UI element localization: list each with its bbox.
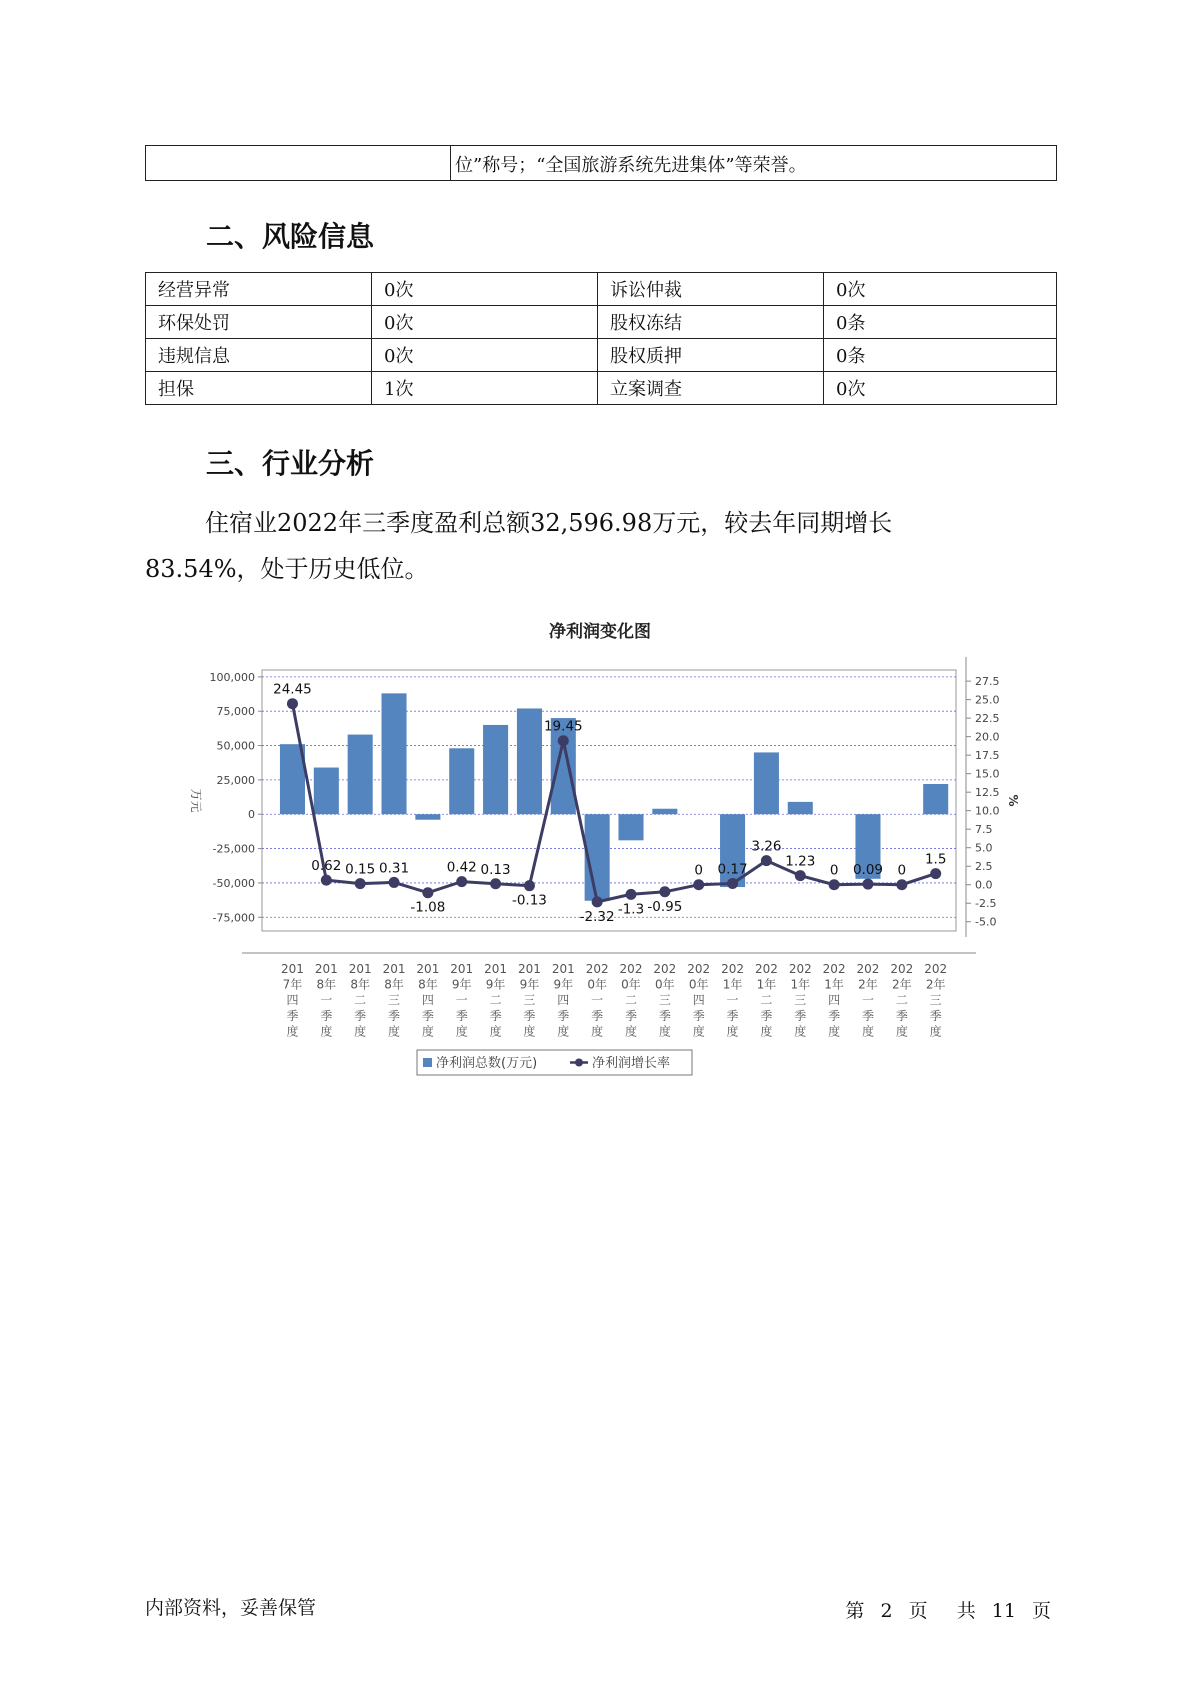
x-tick-label: 度: [929, 1024, 942, 1039]
growth-point: [829, 879, 840, 890]
y2-tick-label: 0.0: [975, 878, 993, 892]
x-tick-label: 度: [895, 1024, 908, 1039]
x-tick-label: 二: [489, 993, 502, 1008]
growth-data-label: 0.42: [446, 859, 477, 876]
x-tick-label: 1年: [756, 977, 777, 992]
page-current: 2: [880, 1600, 893, 1622]
growth-point: [930, 868, 941, 879]
growth-data-label: 0.62: [311, 858, 342, 875]
x-tick-label: 0年: [587, 977, 607, 992]
x-tick-label: 2年: [858, 977, 878, 992]
growth-point: [490, 878, 501, 889]
x-tick-label: 202: [687, 962, 711, 976]
risk-value-cell: 0次: [824, 372, 1057, 405]
info-table-right-cell: 位”称号；“全国旅游系统先进集体”等荣誉。: [451, 146, 1057, 181]
risk-label-cell: 立案调查: [598, 372, 824, 405]
page-total: 11: [991, 1600, 1016, 1622]
x-tick-label: 一: [320, 993, 333, 1008]
x-tick-label: 季: [828, 1008, 841, 1023]
bar: [449, 748, 474, 814]
x-tick-label: 1年: [790, 977, 811, 992]
y2-axis-label: %: [1006, 794, 1020, 807]
x-tick-label: 度: [455, 1024, 468, 1039]
x-tick-label: 2年: [925, 977, 946, 992]
y-tick-label: 0: [248, 808, 255, 822]
risk-label-cell: 诉讼仲裁: [598, 273, 824, 306]
y2-tick-label: 25.0: [975, 693, 1000, 707]
x-tick-label: 201: [382, 962, 406, 976]
y-tick-label: 75,000: [216, 705, 255, 719]
x-tick-label: 7年: [282, 977, 303, 992]
legend-bar-label: 净利润总数(万元): [436, 1056, 538, 1071]
x-tick-label: 度: [591, 1024, 604, 1039]
x-tick-label: 度: [388, 1024, 401, 1039]
legend-line-label: 净利润增长率: [592, 1056, 671, 1071]
legend-bar-swatch: [423, 1058, 432, 1067]
growth-point: [355, 878, 366, 889]
bar: [382, 693, 407, 814]
page-counter: [840, 1596, 1056, 1623]
risk-value-cell: 0次: [372, 306, 598, 339]
risk-value-cell: 0条: [824, 306, 1057, 339]
risk-table: [145, 272, 1057, 405]
x-tick-label: 季: [489, 1008, 502, 1023]
x-tick-label: 季: [557, 1008, 570, 1023]
growth-data-label: 1.23: [785, 853, 816, 870]
y-axis-label: 万元: [189, 788, 203, 813]
x-tick-label: 季: [421, 1008, 434, 1023]
x-tick-label: 三: [523, 993, 536, 1008]
y2-tick-label: 2.5: [975, 860, 993, 874]
x-tick-label: 202: [721, 962, 745, 976]
x-tick-label: 度: [624, 1024, 638, 1039]
bar: [923, 784, 948, 814]
risk-row: [146, 339, 1057, 372]
growth-data-label: 24.45: [273, 681, 312, 698]
x-tick-label: 季: [320, 1008, 333, 1023]
x-tick-label: 0年: [688, 977, 709, 992]
x-tick-label: 1年: [722, 977, 743, 992]
x-tick-label: 二: [895, 993, 908, 1008]
growth-point: [422, 887, 433, 898]
growth-data-label: -1.08: [410, 899, 446, 916]
section-heading-risk: 二、风险信息: [206, 220, 375, 253]
x-tick-label: 度: [286, 1024, 299, 1039]
x-tick-label: 度: [692, 1024, 705, 1039]
risk-label-cell: 经营异常: [146, 273, 372, 306]
x-tick-label: 201: [551, 962, 575, 976]
net-profit-chart: [160, 615, 1040, 1085]
risk-label-cell: 股权质押: [598, 339, 824, 372]
x-tick-label: 201: [450, 962, 474, 976]
x-tick-label: 一: [861, 993, 874, 1008]
x-tick-label: 9年: [519, 977, 540, 992]
growth-data-label: -1.3: [617, 901, 645, 918]
growth-point: [321, 875, 332, 886]
x-tick-label: 季: [726, 1008, 739, 1023]
risk-label-cell: 违规信息: [146, 339, 372, 372]
page-unit: 页: [908, 1600, 928, 1622]
x-tick-label: 季: [591, 1008, 604, 1023]
growth-data-label: 0.17: [717, 861, 748, 878]
x-tick-label: 四: [557, 993, 570, 1008]
risk-value-cell: 0条: [824, 339, 1057, 372]
growth-data-label: 1.5: [924, 851, 947, 868]
growth-data-label: 0.31: [378, 860, 410, 877]
bar: [517, 708, 542, 814]
growth-point: [524, 880, 535, 891]
x-tick-label: 202: [924, 962, 948, 976]
y-tick-label: -25,000: [212, 842, 255, 856]
x-tick-label: 1年: [824, 977, 844, 992]
x-tick-label: 202: [653, 962, 677, 976]
x-tick-label: 季: [760, 1008, 773, 1023]
footer-confidential: 内部资料，妥善保管: [145, 1597, 317, 1619]
bar: [754, 752, 779, 814]
x-tick-label: 8年: [418, 977, 438, 992]
x-tick-label: 四: [421, 993, 434, 1008]
y-tick-label: 100,000: [209, 670, 255, 684]
info-table: [145, 145, 1057, 181]
y2-tick-label: 10.0: [975, 804, 1000, 818]
x-tick-label: 201: [314, 962, 338, 976]
bar: [348, 735, 373, 815]
x-tick-label: 四: [286, 993, 299, 1008]
chart-title: 净利润变化图: [549, 622, 651, 642]
x-tick-label: 一: [726, 993, 739, 1008]
x-tick-label: 季: [692, 1008, 705, 1023]
x-tick-label: 三: [794, 993, 807, 1008]
total-unit: 页: [1031, 1600, 1051, 1622]
risk-value-cell: 0次: [824, 273, 1057, 306]
section-heading-industry: 三、行业分析: [206, 447, 375, 480]
x-tick-label: 度: [760, 1024, 773, 1039]
x-tick-label: 8年: [384, 977, 404, 992]
x-tick-label: 8年: [316, 977, 337, 992]
x-tick-label: 度: [658, 1024, 671, 1039]
growth-point: [592, 896, 603, 907]
x-tick-label: 度: [523, 1024, 536, 1039]
growth-data-label: 0.09: [852, 862, 884, 879]
growth-data-label: -2.32: [579, 908, 615, 925]
y2-tick-label: 27.5: [975, 675, 1000, 689]
x-tick-label: 202: [619, 962, 643, 976]
x-tick-label: 度: [794, 1024, 807, 1039]
x-tick-label: 202: [585, 962, 609, 976]
bar: [788, 802, 813, 814]
growth-data-label: -0.95: [647, 898, 683, 915]
growth-point: [727, 878, 738, 889]
legend-line-marker: [575, 1059, 583, 1067]
growth-data-label: 0.13: [480, 861, 511, 878]
risk-table-body: [146, 273, 1057, 405]
x-tick-label: 四: [828, 993, 841, 1008]
x-tick-label: 季: [895, 1008, 908, 1023]
x-tick-label: 0年: [655, 977, 675, 992]
y2-tick-label: 5.0: [975, 841, 993, 855]
growth-data-label: -0.13: [511, 892, 547, 909]
x-tick-label: 202: [890, 962, 914, 976]
growth-data-label: 19.45: [543, 718, 583, 735]
x-tick-label: 季: [286, 1008, 299, 1023]
x-tick-label: 季: [388, 1008, 401, 1023]
risk-row: [146, 306, 1057, 339]
x-tick-label: 三: [658, 993, 671, 1008]
x-tick-label: 季: [861, 1008, 874, 1023]
x-tick-label: 一: [591, 993, 604, 1008]
growth-point: [896, 879, 907, 890]
risk-value-cell: 0次: [372, 273, 598, 306]
growth-point: [389, 877, 400, 888]
x-tick-label: 二: [760, 993, 773, 1008]
x-tick-label: 季: [794, 1008, 807, 1023]
y-tick-label: -75,000: [212, 911, 255, 925]
x-tick-label: 201: [484, 962, 508, 976]
y2-tick-label: -2.5: [975, 897, 997, 911]
growth-point: [287, 698, 298, 709]
y-tick-label: 50,000: [216, 739, 255, 753]
x-tick-label: 9年: [451, 977, 472, 992]
risk-row: [146, 273, 1057, 306]
growth-point: [558, 735, 569, 746]
x-tick-label: 二: [354, 993, 367, 1008]
risk-label-cell: 环保处罚: [146, 306, 372, 339]
risk-label-cell: 担保: [146, 372, 372, 405]
x-tick-label: 度: [726, 1024, 739, 1039]
y2-tick-label: 17.5: [975, 749, 1000, 763]
x-tick-label: 201: [348, 962, 372, 976]
x-tick-label: 四: [692, 993, 705, 1008]
x-tick-label: 201: [281, 962, 304, 976]
page-prefix: 第: [845, 1600, 865, 1622]
growth-point: [456, 876, 467, 887]
y2-tick-label: 22.5: [975, 712, 1000, 726]
x-tick-label: 季: [354, 1008, 367, 1023]
x-tick-label: 季: [658, 1008, 671, 1023]
growth-data-label: 0: [829, 862, 839, 879]
x-tick-label: 二: [624, 993, 638, 1008]
risk-value-cell: 1次: [372, 372, 598, 405]
x-tick-label: 202: [822, 962, 846, 976]
x-tick-label: 度: [320, 1024, 333, 1039]
x-tick-label: 三: [929, 993, 942, 1008]
growth-data-label: 0: [694, 862, 704, 879]
y2-tick-label: 7.5: [975, 823, 993, 837]
x-tick-label: 三: [388, 993, 401, 1008]
x-tick-label: 季: [624, 1008, 638, 1023]
growth-data-label: 3.26: [751, 838, 782, 855]
growth-point: [862, 879, 873, 890]
x-tick-label: 202: [788, 962, 812, 976]
x-tick-label: 201: [517, 962, 541, 976]
growth-point: [795, 870, 806, 881]
growth-point: [761, 855, 772, 866]
x-tick-label: 一: [455, 993, 468, 1008]
x-tick-label: 8年: [350, 977, 370, 992]
growth-data-label: 0: [897, 862, 907, 879]
x-tick-label: 季: [455, 1008, 468, 1023]
y2-tick-label: 12.5: [975, 786, 1000, 800]
x-tick-label: 9年: [485, 977, 506, 992]
risk-value-cell: 0次: [372, 339, 598, 372]
bar: [652, 809, 677, 814]
x-tick-label: 201: [416, 962, 440, 976]
x-tick-label: 2年: [892, 977, 912, 992]
growth-point: [626, 889, 637, 900]
x-tick-label: 度: [354, 1024, 367, 1039]
x-tick-label: 202: [856, 962, 880, 976]
bar: [483, 725, 508, 814]
y2-tick-label: -5.0: [975, 915, 997, 929]
y-tick-label: -50,000: [212, 876, 255, 890]
y-tick-label: 25,000: [216, 773, 255, 787]
x-tick-label: 度: [557, 1024, 570, 1039]
growth-data-label: 0.15: [345, 861, 376, 878]
x-tick-label: 度: [489, 1024, 502, 1039]
x-tick-label: 季: [523, 1008, 536, 1023]
info-table-left-cell: [146, 146, 451, 181]
x-tick-label: 度: [828, 1024, 841, 1039]
growth-point: [659, 886, 670, 897]
bar: [314, 768, 339, 815]
bar: [415, 814, 440, 819]
x-tick-label: 季: [929, 1008, 942, 1023]
bar: [618, 814, 643, 840]
x-tick-label: 度: [421, 1024, 434, 1039]
x-tick-label: 9年: [553, 977, 574, 992]
y2-tick-label: 20.0: [975, 730, 1000, 744]
x-tick-label: 度: [861, 1024, 874, 1039]
risk-label-cell: 股权冻结: [598, 306, 824, 339]
x-tick-label: 0年: [621, 977, 641, 992]
industry-paragraph: 住宿业2022年三季度盈利总额32,596.98万元，较去年同期增长83.54%，处于历史低位。: [145, 509, 893, 583]
y2-tick-label: 15.0: [975, 767, 1000, 781]
growth-point: [693, 879, 704, 890]
x-tick-label: 202: [754, 962, 778, 976]
risk-row: [146, 372, 1057, 405]
total-prefix: 共: [956, 1600, 976, 1622]
